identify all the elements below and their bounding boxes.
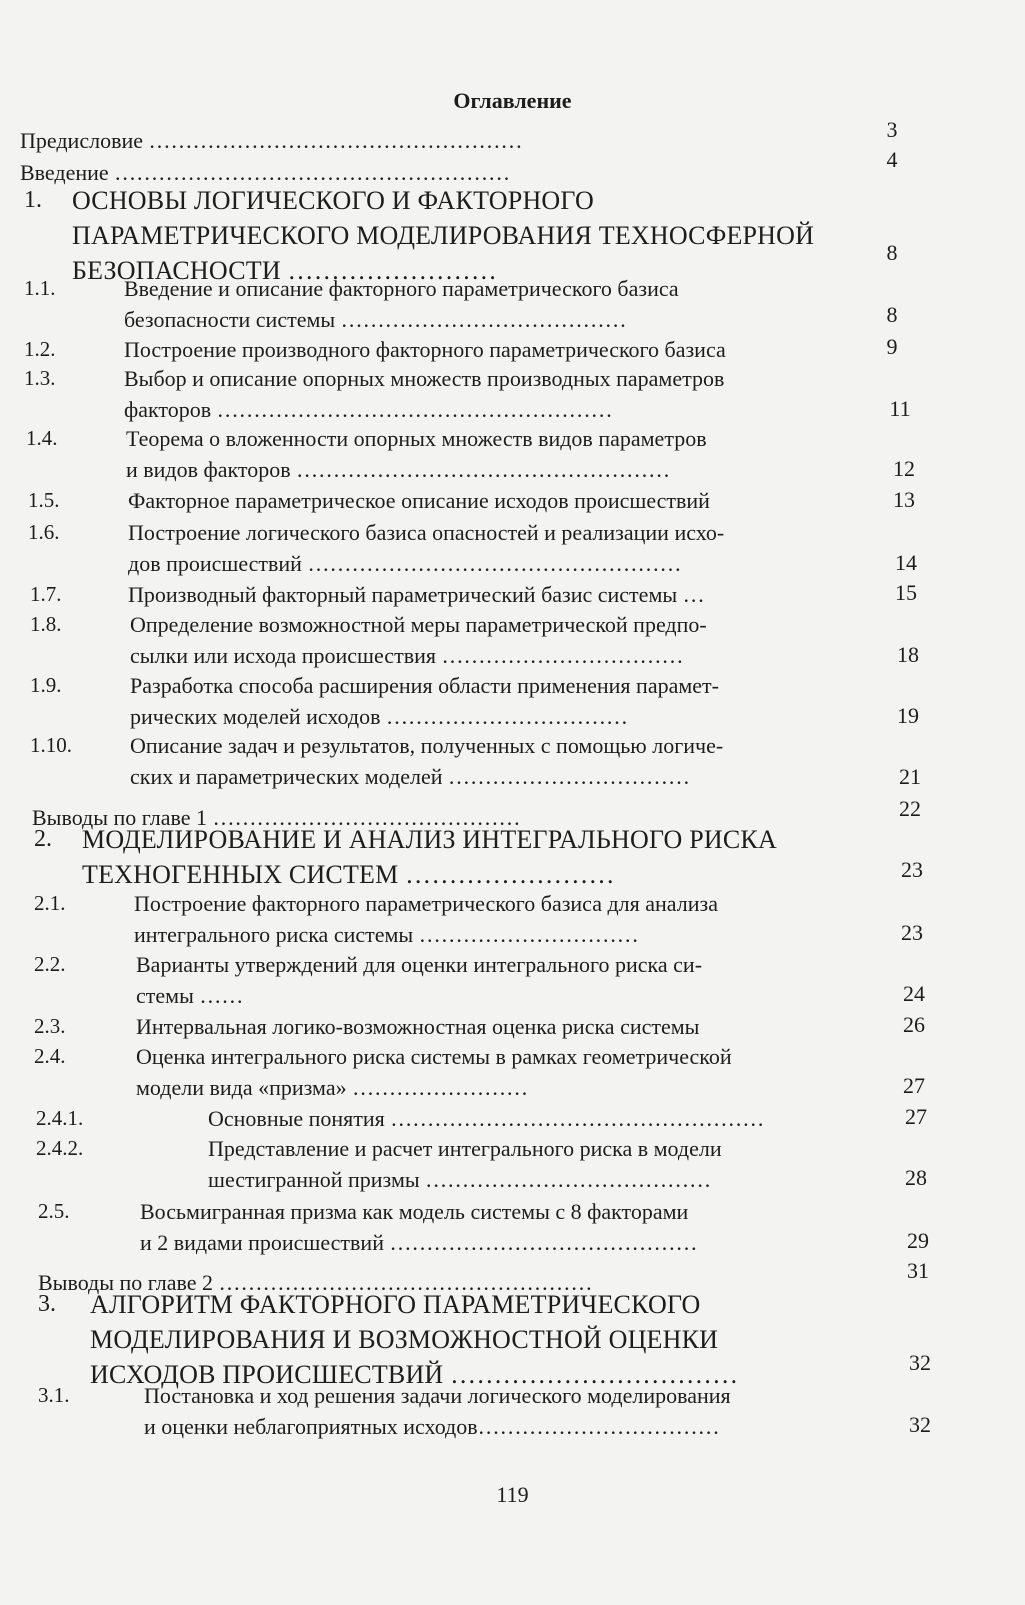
toc-entry-page: 24 <box>903 981 925 1006</box>
toc-entry-page: 9 <box>886 334 898 359</box>
toc-entry-title <box>72 183 814 288</box>
toc-entry-line: Предисловие …………………………………………… <box>20 128 523 153</box>
toc-entry-line: ских и параметрических моделей …………………………… <box>130 763 691 789</box>
toc-entry-line: стемы …… <box>136 982 244 1008</box>
toc-entry-line: Выводы по главе 1 …………………………………… <box>32 805 521 830</box>
toc-entry-page: 31 <box>907 1258 929 1283</box>
toc-entry-page: 32 <box>909 1412 931 1437</box>
toc-entry-page: 28 <box>905 1165 927 1190</box>
toc-entry-title <box>82 822 777 892</box>
toc-entry-page: 11 <box>889 396 911 421</box>
toc-entry-title <box>90 1287 738 1392</box>
toc-entry-page: 27 <box>905 1104 927 1129</box>
toc-entry-number: 1.5. <box>28 488 60 512</box>
toc-entry-line: Основные понятия …………………………………………… <box>208 1106 765 1131</box>
toc-entry-line: Построение логического базиса опасностей и реализации исхо- <box>128 520 725 545</box>
toc-entry-page: 29 <box>907 1228 929 1253</box>
toc-entry-page: 23 <box>901 920 923 945</box>
toc-entry-number: 2.4.1. <box>36 1106 84 1130</box>
toc-entry-line: ТЕХНОГЕННЫХ СИСТЕМ …………………… <box>82 860 615 889</box>
toc-entry-page: 18 <box>897 642 919 667</box>
toc-entry-number: 2.4.2. <box>36 1136 84 1160</box>
toc-entry-line: рических моделей исходов …………………………… <box>130 703 628 729</box>
toc-entry-page: 26 <box>903 1012 925 1037</box>
toc-entry-title <box>136 1042 732 1103</box>
toc-entry-page: 8 <box>886 240 898 265</box>
toc-entry-number: 1.8. <box>30 612 62 636</box>
toc-entry-page: 23 <box>901 857 923 882</box>
toc-entry-title <box>208 1134 722 1195</box>
toc-entry-line: Факторное параметрическое описание исходов происшествий <box>128 488 710 513</box>
toc-entry-line: безопасности системы ………………………………… <box>124 306 627 332</box>
toc-entry-page: 32 <box>909 1350 931 1375</box>
toc-entry-number: 1. <box>24 187 42 213</box>
toc-entry-line: ИСХОДОВ ПРОИСШЕСТВИЙ …………………………… <box>90 1360 739 1389</box>
toc-entry-title <box>208 1104 764 1135</box>
toc-entry-title <box>20 126 523 157</box>
toc-entry-line: Введение и описание факторного параметрического базиса <box>124 276 679 301</box>
toc-entry-page: 13 <box>893 487 915 512</box>
toc-entry-line: дов происшествий …………………………………………… <box>128 550 682 576</box>
toc-entry-number: 3. <box>38 1291 56 1317</box>
toc-entry-number: 1.2. <box>24 337 56 361</box>
toc-entry-line: Теорема о вложенности опорных множеств видов параметров <box>126 426 707 451</box>
toc-entry-number: 1.3. <box>24 366 56 390</box>
toc-entry-title <box>136 1012 699 1043</box>
toc-entry-number: 1.1. <box>24 276 56 300</box>
toc-entry-number: 1.9. <box>30 673 62 697</box>
toc-entry-number: 1.4. <box>26 426 58 450</box>
toc-entry-title <box>134 889 718 950</box>
toc-entry-title <box>140 1197 697 1258</box>
toc-entry-title <box>124 335 726 366</box>
toc-entry-line: Интервальная логико-возможностная оценка риска системы <box>136 1014 700 1039</box>
toc-entry-page: 4 <box>886 147 898 172</box>
toc-entry-line: Оценка интегрального риска системы в рамках геометрической <box>136 1044 732 1069</box>
toc-entry-page: 8 <box>886 302 898 327</box>
toc-entry-title <box>136 950 702 1011</box>
toc-entry-title <box>144 1381 731 1442</box>
toc-entry-number: 3.1. <box>38 1383 70 1407</box>
toc-entry-title <box>130 731 723 792</box>
toc-entry-page: 22 <box>899 796 921 821</box>
toc-entry-line: Выводы по главе 2 …………………………………………… <box>38 1270 593 1295</box>
toc-entry-number: 2.2. <box>34 952 66 976</box>
toc-entry-line: Описание задач и результатов, полученных с помощью логиче- <box>130 733 724 758</box>
toc-entry-line: и видов факторов …………………………………………… <box>126 456 671 482</box>
toc-entry-title <box>124 274 679 335</box>
toc-entry-line: факторов ……………………………………………… <box>124 396 613 422</box>
toc-entry-line: АЛГОРИТМ ФАКТОРНОГО ПАРАМЕТРИЧЕСКОГО <box>90 1290 701 1319</box>
toc-entry-line: и оценки неблагоприятных исходов…………………………… <box>144 1413 720 1439</box>
toc-entry-title <box>130 671 719 732</box>
page-number: 119 <box>496 1482 529 1507</box>
toc-entry-line: Введение ……………………………………………… <box>20 160 511 185</box>
toc-entry-title <box>128 518 724 579</box>
toc-entry-line: Построение факторного параметрического базиса для анализа <box>134 891 718 916</box>
toc-entry-page: 14 <box>895 550 917 575</box>
toc-entry-line: интегрального риска системы ………………………… <box>134 921 639 947</box>
toc-entry-line: шестигранной призмы ………………………………… <box>208 1166 712 1192</box>
toc-entry-line: МОДЕЛИРОВАНИЕ И АНАЛИЗ ИНТЕГРАЛЬНОГО РИСКА <box>82 825 777 854</box>
toc-entry-number: 1.10. <box>30 733 72 757</box>
toc-entry-number: 1.7. <box>30 582 62 606</box>
toc-entry-line: Разработка способа расширения области применения парамет- <box>130 673 719 698</box>
toc-entry-line: модели вида «призма» …………………… <box>136 1074 529 1100</box>
toc-entry-line: МОДЕЛИРОВАНИЯ И ВОЗМОЖНОСТНОЙ ОЦЕНКИ <box>90 1325 719 1354</box>
toc-entry-line: сылки или исхода происшествия …………………………… <box>130 642 684 668</box>
toc-entry-page: 27 <box>903 1073 925 1098</box>
toc-entry-line: Восьмигранная призма как модель системы с 8 факторами <box>140 1199 689 1224</box>
toc-entry-title <box>126 424 707 485</box>
toc-entry-page: 3 <box>886 117 898 142</box>
toc-entry-line: Представление и расчет интегрального риска в модели <box>208 1136 722 1161</box>
toc-entry-line: Выбор и описание опорных множеств производных параметров <box>124 366 725 391</box>
toc-entry-number: 1.6. <box>28 520 60 544</box>
toc-title: Оглавление <box>453 88 572 113</box>
toc-entry-line: Построение производного факторного параметрического базиса <box>124 337 726 362</box>
toc-entry-number: 2.1. <box>34 891 66 915</box>
toc-entry-line: ПАРАМЕТРИЧЕСКОГО МОДЕЛИРОВАНИЯ ТЕХНОСФЕРНОЙ <box>72 221 815 250</box>
toc-entry-line: Варианты утверждений для оценки интегрального риска си- <box>136 952 703 977</box>
toc-entry-line: Производный факторный параметрический базис системы … <box>128 582 705 607</box>
toc-entry-line: ОСНОВЫ ЛОГИЧЕСКОГО И ФАКТОРНОГО <box>72 186 594 215</box>
toc-entry-page: 12 <box>893 456 915 481</box>
toc-entry-line: Постановка и ход решения задачи логического моделирования <box>144 1383 731 1408</box>
toc-entry-page: 21 <box>899 764 921 789</box>
toc-entry-page: 19 <box>897 703 919 728</box>
toc-entry-number: 2.3. <box>34 1014 66 1038</box>
toc-entry-page: 15 <box>895 580 917 605</box>
toc-entry-number: 2.4. <box>34 1044 66 1068</box>
toc-entry-number: 2. <box>34 826 52 852</box>
toc-entry-title <box>128 486 710 517</box>
toc-entry-line: БЕЗОПАСНОСТИ …………………… <box>72 256 498 285</box>
toc-entry-line: и 2 видами происшествий …………………………………… <box>140 1229 698 1255</box>
toc-entry-title <box>124 364 724 425</box>
toc-entry-title <box>130 610 707 671</box>
toc-entry-title <box>128 580 705 611</box>
toc-entry-number: 2.5. <box>38 1199 70 1223</box>
toc-entry-line: Определение возможностной меры параметрической предпо- <box>130 612 707 637</box>
